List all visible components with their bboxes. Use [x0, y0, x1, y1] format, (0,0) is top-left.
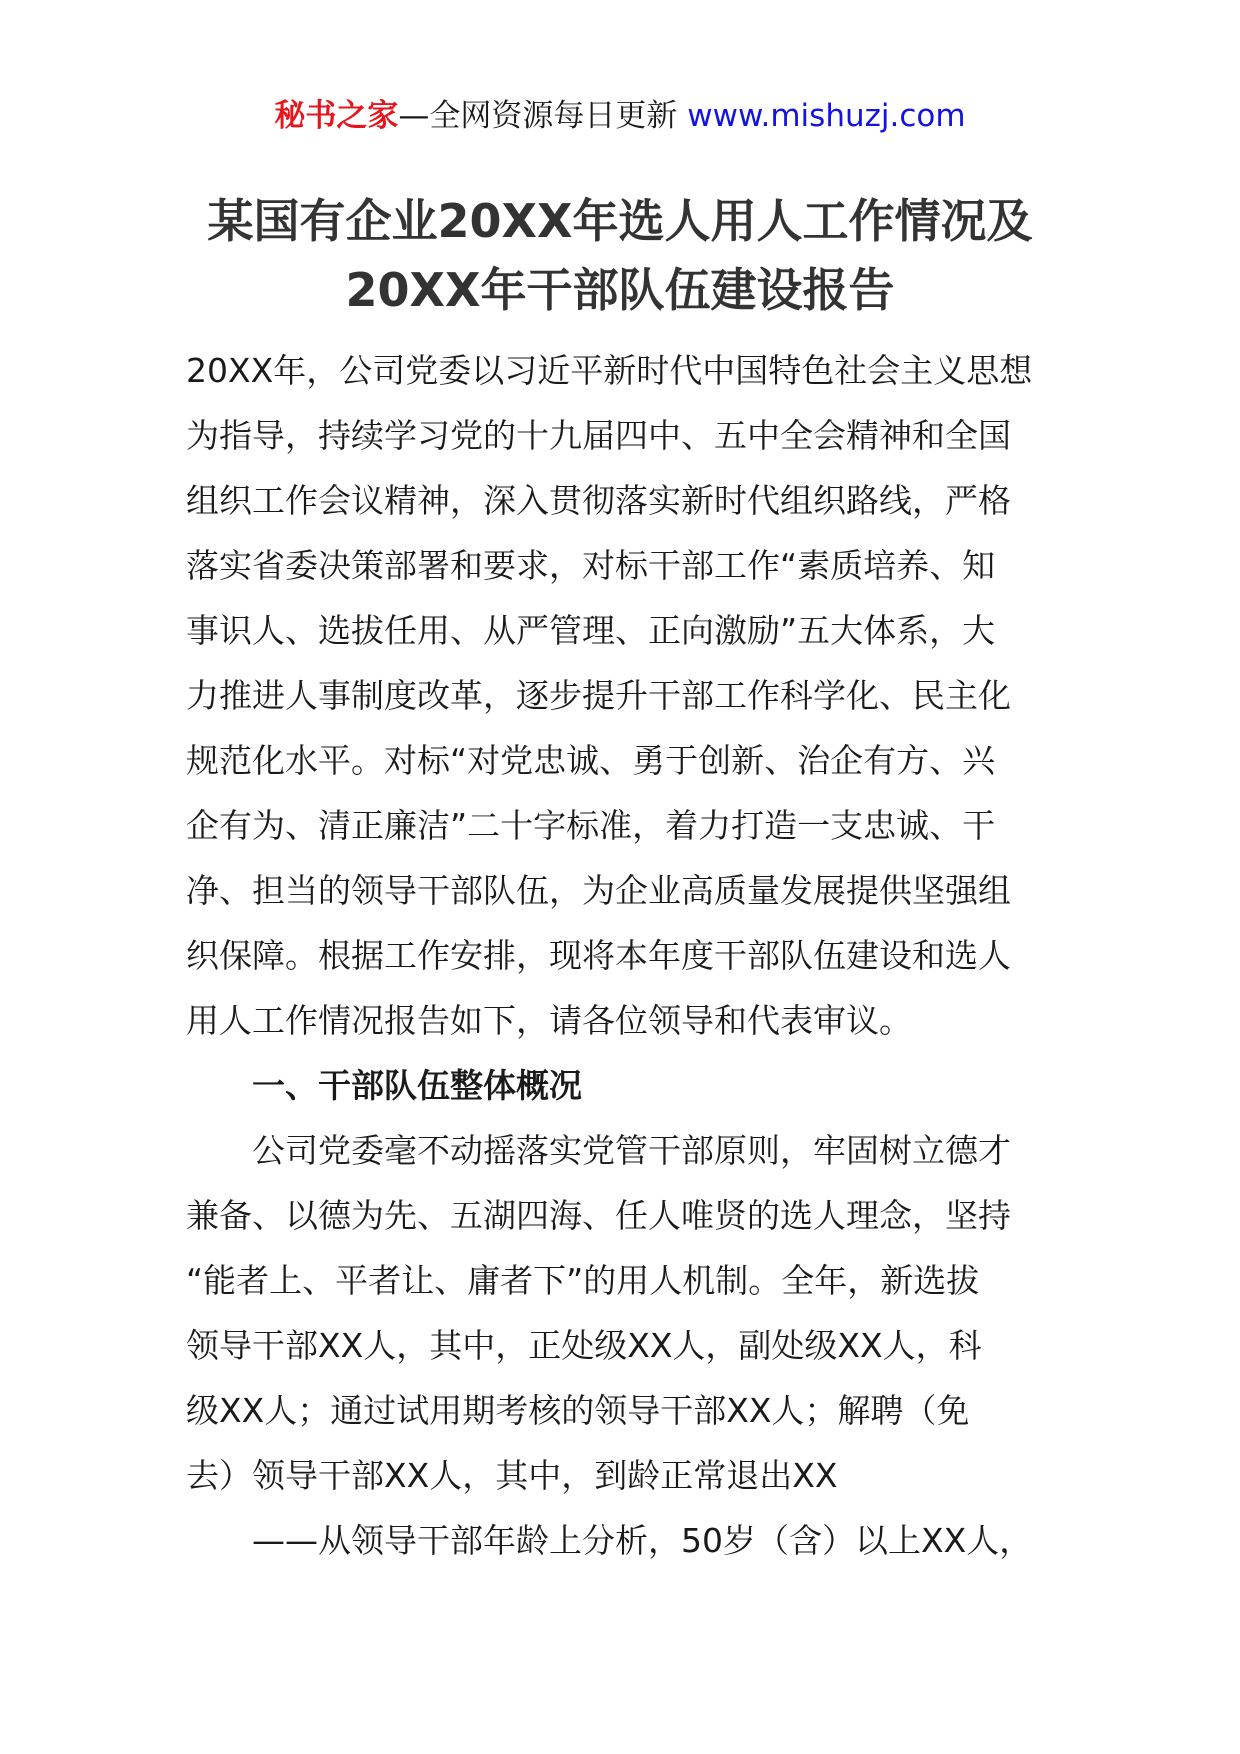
section-1-line: 兼备、以德为先、五湖四海、任人唯贤的选人理念，坚持	[186, 1196, 1011, 1235]
age-analysis-line: ——从领导干部年龄上分析，50岁（含）以上XX人，	[252, 1521, 1033, 1560]
intro-line: 组织工作会议精神，深入贯彻落实新时代组织路线，严格	[186, 481, 1011, 520]
intro-line: 落实省委决策部署和要求，对标干部工作“素质培养、知	[186, 546, 996, 585]
site-url-link[interactable]: www.mishuzj.com	[687, 98, 966, 134]
document-body	[186, 338, 1056, 1573]
section-1-line: 领导干部XX人，其中，正处级XX人，副处级XX人，科	[186, 1326, 982, 1365]
intro-line: 20XX年，公司党委以习近平新时代中国特色社会主义思想	[186, 351, 1033, 390]
intro-line: 事识人、选拔任用、从严管理、正向激励”五大体系，大	[186, 611, 996, 650]
intro-line: 为指导，持续学习党的十九届四中、五中全会精神和全国	[186, 416, 1011, 455]
document-title-line-2: 20XX年干部队伍建设报告	[345, 263, 895, 317]
intro-line: 力推进人事制度改革，逐步提升干部工作科学化、民主化	[186, 676, 1011, 715]
intro-line: 织保障。根据工作安排，现将本年度干部队伍建设和选人	[186, 936, 1011, 975]
document-title-line-1: 某国有企业20XX年选人用人工作情况及	[207, 194, 1033, 248]
section-1-line: 公司党委毫不动摇落实党管干部原则，牢固树立德才	[252, 1131, 1011, 1170]
site-header	[0, 94, 1240, 138]
section-1-line: “能者上、平者让、庸者下”的用人机制。全年，新选拔	[186, 1261, 980, 1300]
site-brand: 秘书之家	[274, 98, 399, 134]
section-1-heading: 一、干部队伍整体概况	[252, 1066, 582, 1105]
site-tagline: —全网资源每日更新	[398, 98, 688, 134]
intro-line: 规范化水平。对标“对党忠诚、勇于创新、治企有方、兴	[186, 741, 996, 780]
intro-line: 净、担当的领导干部队伍，为企业高质量发展提供坚强组	[186, 871, 1011, 910]
intro-line: 用人工作情况报告如下，请各位领导和代表审议。	[186, 1001, 912, 1040]
intro-line: 企有为、清正廉洁”二十字标准，着力打造一支忠诚、干	[186, 806, 996, 845]
section-1-line: 级XX人；通过试用期考核的领导干部XX人；解聘（免	[186, 1391, 970, 1430]
section-1-line: 去）领导干部XX人，其中，到龄正常退出XX	[186, 1456, 838, 1495]
